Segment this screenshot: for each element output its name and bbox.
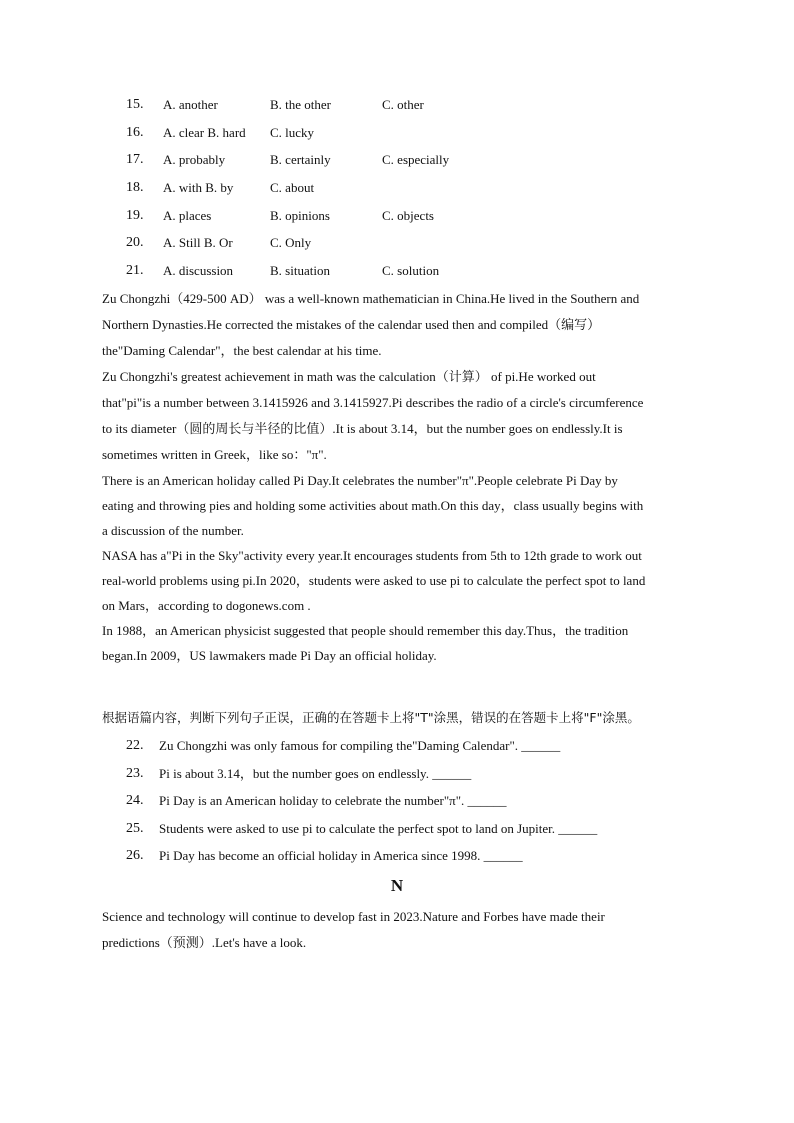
passage-line: Zu Chongzhi's greatest achievement in math was the calculation（计算） of pi.He worked out (102, 369, 596, 384)
question-text: Pi Day is an American holiday to celebrate the number"π". ______ (159, 793, 507, 808)
passage-line: a discussion of the number. (102, 523, 244, 538)
question-number: 19. (126, 208, 144, 223)
option-c: C. solution (382, 263, 440, 278)
question-number: 15. (126, 97, 144, 112)
option-c: C. other (382, 97, 424, 112)
question-number: 18. (126, 180, 144, 195)
option-a: A. places (163, 208, 212, 223)
question-text: Pi Day has become an official holiday in America since 1998. ______ (159, 848, 523, 863)
question-text: Students were asked to use pi to calculate the perfect spot to land on Jupiter. ______ (159, 821, 598, 836)
option-b: B. opinions (270, 208, 330, 223)
passage-line: that"pi"is a number between 3.1415926 and 3.1415927.Pi describes the radio of a circle's circumference (102, 395, 644, 410)
question-number: 21. (126, 263, 144, 278)
option-b: C. Only (270, 235, 312, 250)
passage-line: eating and throwing pies and holding some activities about math.On this day，class usually begins with (102, 498, 644, 513)
question-number: 25. (126, 821, 144, 836)
next-passage (102, 904, 702, 956)
option-c: C. objects (382, 208, 434, 223)
passage-line: In 1988，an American physicist suggested that people should remember this day.Thus，the tradition (102, 623, 629, 638)
passage-line: on Mars，according to dogonews.com . (102, 598, 311, 613)
true-false-instruction: 根据语篇内容，判断下列句子正误，正确的在答题卡上将"T"涂黑，错误的在答题卡上将"F"涂黑。 (102, 710, 640, 725)
option-b: C. lucky (270, 125, 315, 140)
passage-line: NASA has a"Pi in the Sky"activity every year.It encourages students from 5th to 12th grade to work out (102, 548, 642, 563)
option-a: A. Still B. Or (163, 235, 233, 250)
question-text: Pi is about 3.14，but the number goes on endlessly. ______ (159, 766, 472, 781)
question-number: 22. (126, 738, 144, 753)
question-text: Zu Chongzhi was only famous for compiling the"Daming Calendar". ______ (159, 738, 561, 753)
option-b: B. situation (270, 263, 330, 278)
section-heading: N (390, 876, 404, 895)
passage-line: Science and technology will continue to develop fast in 2023.Nature and Forbes have made their (102, 909, 605, 924)
option-b: C. about (270, 180, 315, 195)
passage-line: the"Daming Calendar"，the best calendar at his time. (102, 343, 382, 358)
question-number: 23. (126, 766, 144, 781)
passage-line: real-world problems using pi.In 2020，students were asked to use pi to calculate the perfect spot to land (102, 573, 646, 588)
option-c: C. especially (382, 152, 450, 167)
question-number: 20. (126, 235, 144, 250)
option-a: A. probably (163, 152, 226, 167)
passage-line: to its diameter（圆的周长与半径的比值）.It is about 3.14，but the number goes on endlessly.It is (102, 421, 623, 436)
reading-passage (102, 286, 702, 668)
question-number: 24. (126, 793, 144, 808)
passage-line: There is an American holiday called Pi Day.It celebrates the number"π".People celebrate Pi Day by (102, 473, 618, 488)
question-number: 16. (126, 125, 144, 140)
passage-line: Zu Chongzhi（429-500 AD） was a well-known mathematician in China.He lived in the Southern and (102, 291, 640, 306)
passage-line: began.In 2009，US lawmakers made Pi Day an official holiday. (102, 648, 437, 663)
option-a: A. with B. by (163, 180, 234, 195)
option-a: A. discussion (163, 263, 234, 278)
question-number: 17. (126, 152, 144, 167)
passage-line: Northern Dynasties.He corrected the mistakes of the calendar used then and compiled（编写） (102, 317, 601, 332)
option-a: A. another (163, 97, 218, 112)
question-number: 26. (126, 848, 144, 863)
passage-line: predictions（预测）.Let's have a look. (102, 935, 307, 950)
option-a: A. clear B. hard (163, 125, 246, 140)
option-b: B. the other (270, 97, 332, 112)
option-b: B. certainly (270, 152, 331, 167)
passage-line: sometimes written in Greek，like so："π". (102, 447, 327, 462)
